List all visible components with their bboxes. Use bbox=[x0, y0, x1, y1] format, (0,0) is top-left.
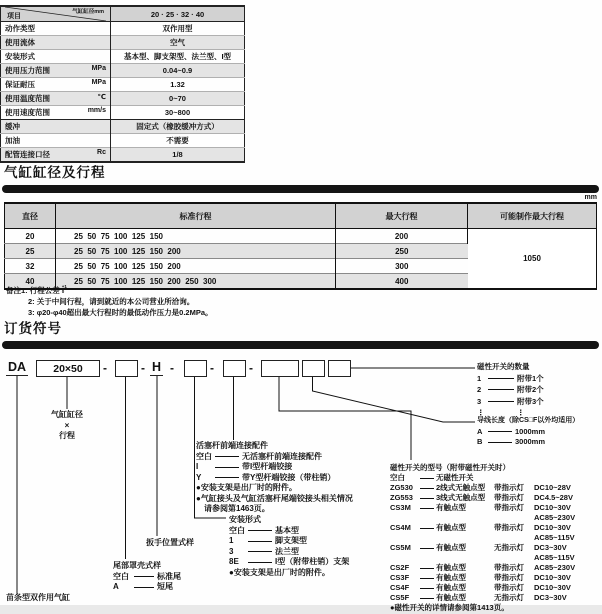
dash-line bbox=[488, 378, 514, 379]
option-desc: 标准尾 bbox=[157, 571, 181, 581]
max-stroke-cell: 400 bbox=[336, 274, 468, 290]
possible-max-cell: 1050 bbox=[468, 229, 597, 290]
stroke-section-title: 气缸缸径及行程 bbox=[4, 165, 106, 180]
option-code: 1 bbox=[229, 536, 234, 545]
switch-model-row: CS5F 有触点型 无指示灯 DC3~30V bbox=[390, 592, 567, 602]
code-blank-box-rod-end bbox=[223, 360, 246, 377]
ordering-code-diagram bbox=[0, 355, 602, 612]
spec-value: 基本型、脚支架型、法兰型、I型 bbox=[111, 50, 245, 64]
dash-line bbox=[215, 467, 239, 468]
option-desc: 无活塞杆前端连接配件 bbox=[242, 451, 322, 461]
dash-line bbox=[420, 568, 434, 569]
spec-row bbox=[1, 64, 245, 78]
option-row bbox=[229, 526, 349, 537]
spec-row bbox=[1, 134, 245, 148]
unit-note: mm bbox=[584, 194, 597, 201]
label-series: 苗条型双作用气缸 bbox=[6, 593, 70, 602]
option-desc: 法兰型 bbox=[275, 546, 299, 556]
spec-row bbox=[1, 120, 245, 134]
option-code: 8E bbox=[229, 557, 239, 566]
stroke-tolerance: +1 0 bbox=[61, 284, 67, 294]
dash-line bbox=[134, 576, 154, 577]
standard-stroke-cell: 25 50 75 100 125 150 200 bbox=[56, 259, 336, 274]
spec-row bbox=[1, 22, 245, 36]
option-code: 3 bbox=[477, 396, 482, 406]
dash-line bbox=[488, 389, 514, 390]
option-code: ⋮ bbox=[477, 408, 485, 417]
option-row bbox=[477, 427, 579, 438]
option-code: B bbox=[477, 437, 483, 446]
note-line-2: 2: 关于中间行程，请到就近的本公司营业所洽询。 bbox=[28, 297, 195, 306]
bore-cell: 32 bbox=[5, 259, 56, 274]
switch-model-row: CS3M 有触点型 带指示灯 DC10~30V bbox=[390, 502, 571, 512]
option-code: 空白 bbox=[113, 571, 129, 581]
option-desc: 附带3个 bbox=[517, 396, 544, 406]
switch-model-row: ZG553 3线式无触点型 带指示灯 DC4.5~28V bbox=[390, 492, 573, 502]
switch-model-row: CS5M 有触点型 无指示灯 DC3~30V bbox=[390, 542, 567, 552]
switch-model-row: AC85~115V bbox=[534, 532, 575, 542]
code-dash: - bbox=[249, 361, 253, 375]
code-blank-box-switch-model bbox=[261, 360, 299, 377]
option-row bbox=[229, 536, 349, 547]
spec-unit: MPa bbox=[91, 79, 106, 86]
bore-cell: 25 bbox=[5, 244, 56, 259]
stroke-header-max: 最大行程 bbox=[336, 203, 468, 229]
dash-line bbox=[420, 578, 434, 579]
option-row bbox=[477, 437, 579, 448]
spec-value: 固定式（橡胶缓冲方式） bbox=[111, 120, 245, 134]
dash-line bbox=[134, 587, 154, 588]
standard-stroke-cell: 25 50 75 100 125 150 200 250 300 bbox=[56, 274, 336, 290]
option-desc: 脚支架型 bbox=[275, 536, 307, 545]
spec-value: 0~70 bbox=[111, 92, 245, 106]
spec-label: 配管连接口径 bbox=[5, 150, 50, 159]
standard-stroke-cell: 25 50 75 100 125 150 200 bbox=[56, 244, 336, 259]
note-line-3: 3: φ20-φ40超出最大行程时的最低动作压力是0.2MPa。 bbox=[28, 308, 213, 317]
spec-value: 1.32 bbox=[111, 78, 245, 92]
max-stroke-cell: 200 bbox=[336, 229, 468, 244]
max-stroke-cell: 300 bbox=[336, 259, 468, 274]
option-desc: 基本型 bbox=[275, 525, 299, 535]
code-series: DA bbox=[8, 360, 27, 374]
option-desc: 带I型杆端铰接 bbox=[242, 462, 293, 471]
spec-row bbox=[1, 148, 245, 163]
spec-label: 使用速度范围 bbox=[5, 108, 50, 117]
block-tail-cover bbox=[113, 561, 181, 593]
code-blank-box-mounting bbox=[184, 360, 207, 377]
lead-length-title: 导线长度（除CS□F以外均适用） bbox=[477, 417, 580, 424]
dash-line bbox=[420, 548, 434, 549]
label-bore-stroke: 气缸缸径 × 行程 bbox=[51, 410, 83, 440]
switch-model-title: 磁性开关的型号（附带磁性开关时） bbox=[390, 463, 510, 472]
dash-line bbox=[420, 598, 434, 599]
dash-line bbox=[420, 528, 434, 529]
option-row bbox=[477, 396, 544, 408]
dash-line bbox=[215, 456, 239, 457]
spec-row bbox=[1, 50, 245, 64]
standard-stroke-cell: 25 50 75 100 125 150 bbox=[56, 229, 336, 244]
switch-model-row: CS3F 有触点型 带指示灯 DC10~30V bbox=[390, 572, 571, 582]
option-code: I bbox=[196, 462, 199, 471]
dash-line bbox=[420, 588, 434, 589]
rod-end-note-2b: 请参阅第1463页。 bbox=[196, 504, 270, 513]
dash-line bbox=[488, 442, 512, 443]
order-section-title: 订货符号 bbox=[4, 321, 62, 336]
spec-row bbox=[1, 92, 245, 106]
dash-line bbox=[420, 498, 434, 499]
spec-label: 使用温度范围 bbox=[5, 94, 50, 103]
switch-model-row: ZG530 2线式无触点型 带指示灯 DC10~28V bbox=[390, 482, 571, 492]
switch-model-row: AC85~115V bbox=[534, 552, 575, 562]
spec-row bbox=[1, 36, 245, 50]
spec-unit: ℃ bbox=[97, 94, 106, 101]
option-row bbox=[196, 473, 353, 484]
switch-model-row: AC85~230V bbox=[534, 512, 576, 522]
mounting-note: ●安装支架是出厂时的附件。 bbox=[229, 567, 330, 577]
code-blank-box-tail bbox=[115, 360, 138, 377]
dash-line bbox=[420, 478, 434, 479]
stroke-header-row bbox=[5, 203, 597, 229]
dash-line bbox=[248, 530, 272, 531]
bore-cell: 20 bbox=[5, 229, 56, 244]
max-stroke-cell: 250 bbox=[336, 244, 468, 259]
code-dash: - bbox=[210, 361, 214, 375]
spec-label: 使用压力范围 bbox=[5, 66, 50, 75]
option-row bbox=[229, 547, 349, 558]
rod-end-title: 活塞杆前端连接配件 bbox=[196, 441, 268, 450]
spec-row bbox=[1, 78, 245, 92]
spec-table bbox=[0, 5, 245, 163]
spec-value: 不需要 bbox=[111, 134, 245, 148]
option-desc: 附带1个 bbox=[517, 373, 544, 383]
code-blank-box-switch-qty bbox=[328, 360, 351, 377]
rod-end-note-2: ●气缸接头及气缸活塞杆尾端铰接头相关情况 bbox=[196, 493, 353, 503]
spec-label: 加油 bbox=[5, 136, 20, 145]
section-bar bbox=[2, 185, 599, 193]
spec-label: 使用流体 bbox=[5, 38, 35, 47]
dash-line bbox=[248, 562, 272, 563]
option-desc: 短尾 bbox=[157, 582, 173, 591]
block-rod-end bbox=[196, 441, 353, 515]
stroke-header-possible: 可能制作最大行程 bbox=[468, 203, 597, 229]
spec-value: 1/8 bbox=[111, 148, 245, 163]
spec-unit: mm/s bbox=[87, 107, 106, 114]
block-wrench-position bbox=[146, 538, 194, 549]
dash-line bbox=[215, 477, 239, 478]
mounting-title: 安装形式 bbox=[229, 515, 261, 524]
option-row bbox=[477, 384, 544, 396]
spec-value: 30~800 bbox=[111, 106, 245, 120]
switch-model-clipped-note: ●磁性开关的详情请参阅第1413页。 bbox=[390, 603, 509, 612]
stroke-table bbox=[4, 202, 597, 290]
switch-model-row: CS4F 有触点型 带指示灯 DC10~30V bbox=[390, 582, 571, 592]
option-code: A bbox=[477, 426, 483, 436]
spec-label: 缓冲 bbox=[5, 122, 20, 131]
option-desc: ⋮ bbox=[517, 408, 525, 417]
section-bar bbox=[2, 341, 599, 349]
rod-end-note-1: ●安装支架是出厂时的附件。 bbox=[196, 483, 297, 492]
dash-line bbox=[248, 541, 272, 542]
option-row bbox=[477, 373, 544, 385]
stroke-notes bbox=[6, 285, 213, 318]
dash-line bbox=[488, 431, 512, 432]
option-code: A bbox=[113, 582, 119, 591]
option-row bbox=[196, 462, 353, 473]
spec-value: 0.04~0.9 bbox=[111, 64, 245, 78]
option-desc: I型（附带柱销）支架 bbox=[275, 557, 350, 566]
spec-label: 保证耐压 bbox=[5, 80, 35, 89]
block-switch-qty bbox=[477, 361, 544, 419]
block-mounting bbox=[229, 515, 349, 578]
code-bore-stroke-box: 20×50 bbox=[36, 360, 100, 377]
spec-value: 双作用型 bbox=[111, 22, 245, 36]
option-code: 1 bbox=[477, 373, 482, 383]
option-code: 3 bbox=[229, 546, 234, 556]
option-row bbox=[113, 572, 181, 583]
option-row bbox=[113, 582, 181, 593]
spec-value: 空气 bbox=[111, 36, 245, 50]
option-code: 空白 bbox=[196, 451, 212, 461]
stroke-row bbox=[5, 229, 597, 244]
note-line-1: 备注1: 行程公差 +1 0 bbox=[6, 284, 67, 295]
dash-line bbox=[420, 488, 434, 489]
switch-model-row: CS4M 有触点型 带指示灯 DC10~30V bbox=[390, 522, 571, 532]
stroke-header-bore: 直径 bbox=[5, 203, 56, 229]
option-desc: 1000mm bbox=[515, 426, 546, 436]
dash-line bbox=[488, 401, 514, 402]
code-dash: - bbox=[170, 361, 174, 375]
switch-model-row: 空白 无磁性开关 bbox=[390, 472, 474, 482]
code-dash: - bbox=[141, 361, 145, 375]
code-fixed-h: H bbox=[152, 360, 162, 374]
spec-label: 动作类型 bbox=[5, 24, 35, 33]
wrench-title: 扳手位置式样 bbox=[146, 538, 194, 547]
option-desc: 3000mm bbox=[515, 437, 546, 446]
spec-header-value: 20 · 25 · 32 · 40 bbox=[111, 6, 245, 22]
option-desc: 附带2个 bbox=[517, 385, 544, 394]
switch-qty-title: 磁性开关的数量 bbox=[477, 362, 530, 371]
block-switch-model bbox=[390, 462, 575, 614]
spec-header-bore: 气缸缸径mm bbox=[72, 9, 104, 15]
block-lead-length bbox=[477, 416, 579, 448]
dash-line bbox=[248, 551, 272, 552]
spec-unit: Rc bbox=[97, 149, 106, 156]
spec-header-item: 项目 bbox=[7, 13, 21, 20]
stroke-header-standard: 标准行程 bbox=[56, 203, 336, 229]
code-blank-box-lead-length bbox=[302, 360, 325, 377]
option-desc: 带Y型杆端铰接（带柱销） bbox=[242, 472, 336, 482]
spec-label: 安装形式 bbox=[5, 52, 35, 61]
tail-cover-title: 尾部罩壳式样 bbox=[113, 561, 161, 570]
option-row bbox=[196, 452, 353, 463]
option-code: 2 bbox=[477, 385, 482, 394]
diagonal-header-cell bbox=[5, 7, 106, 21]
code-dash: - bbox=[103, 361, 107, 375]
bore-cell: 40 bbox=[5, 274, 56, 290]
option-row bbox=[229, 557, 349, 568]
spec-header-row bbox=[1, 6, 245, 22]
option-code: 空白 bbox=[229, 525, 245, 535]
switch-model-row: CS2F 有触点型 带指示灯 AC85~230V bbox=[390, 562, 576, 572]
option-code: Y bbox=[196, 472, 202, 482]
spec-row bbox=[1, 106, 245, 120]
spec-unit: MPa bbox=[91, 65, 106, 72]
dash-line bbox=[420, 508, 434, 509]
